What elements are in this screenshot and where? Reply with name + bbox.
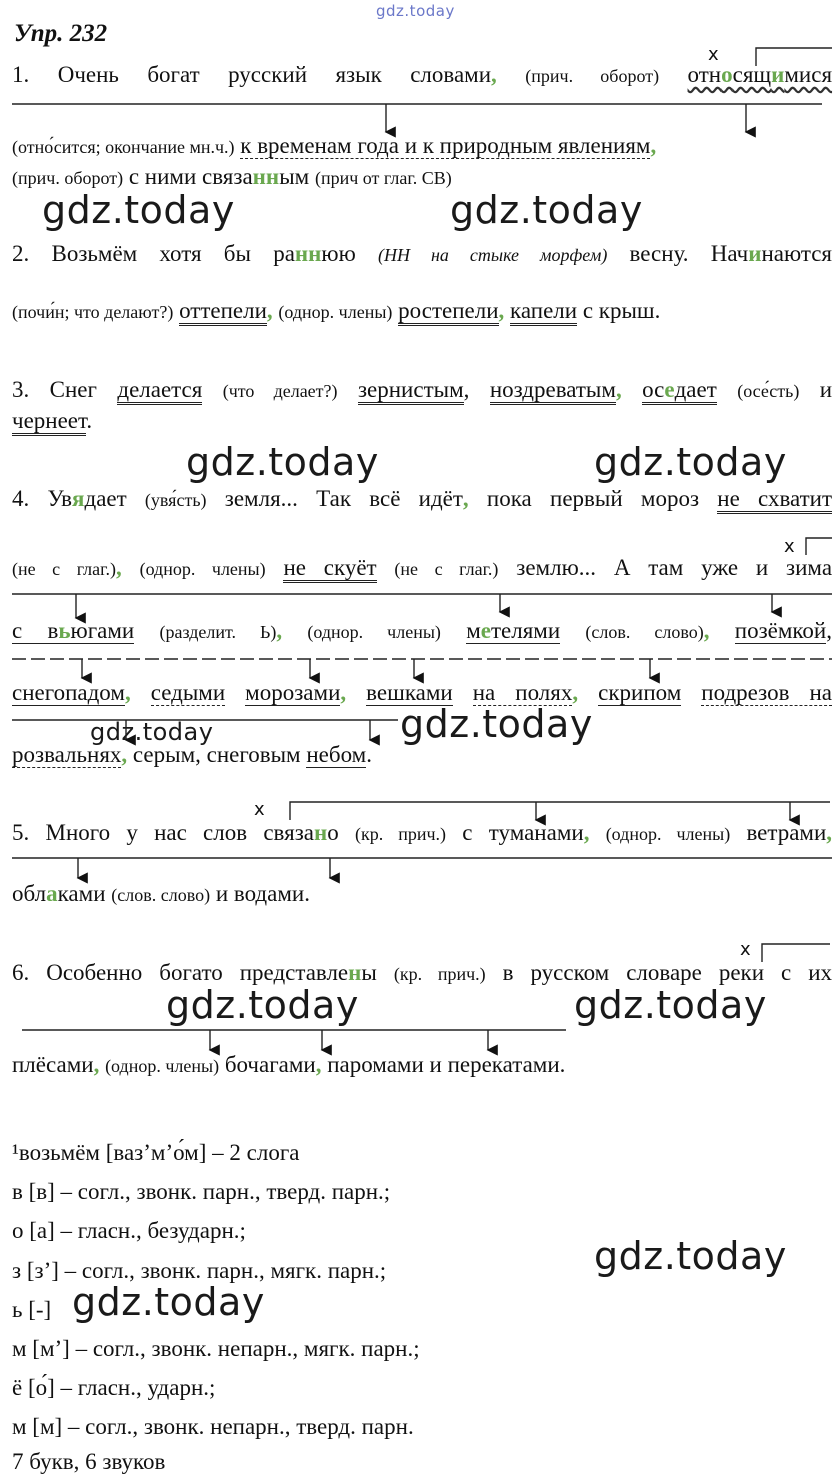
cross-mark: x [784, 536, 795, 557]
cross-mark: x [254, 799, 265, 820]
watermark: gdz.today [90, 718, 214, 746]
watermark: gdz.today [72, 1280, 265, 1324]
footnote-line: м [м’] – согл., звонк. непарн., мягк. парн.; [12, 1336, 420, 1361]
watermark: gdz.today [400, 702, 593, 746]
footnote-line: 7 букв, 6 звуков [12, 1449, 166, 1474]
watermark: gdz.today [594, 440, 787, 484]
cross-mark: x [740, 939, 751, 960]
footnote-line: ё [о́] – гласн., ударн.; [12, 1375, 216, 1400]
footnote-line: з [з’] – согл., звонк. парн., мягк. парн.; [12, 1258, 387, 1283]
cross-mark: x [708, 44, 719, 65]
s5-line2: облаками (слов. слово) и водами. [12, 881, 310, 906]
watermark: gdz.today [450, 188, 643, 232]
footnote-line: в [в] – согл., звонк. парн., тверд. парн.; [12, 1179, 391, 1204]
watermark-top: gdz.today [376, 2, 455, 20]
footnote-line: ь [-] [12, 1297, 52, 1322]
s5-line1: 5. Много у нас слов связано (кр. прич.) с туманами, (однор. члены) ветрами, [12, 820, 833, 845]
s4-line5: розвальнях, серым, снеговым небом. [12, 742, 372, 767]
footnote-line: о [а] – гласн., безударн.; [12, 1218, 246, 1243]
s2-line2: (почи́н; что делают?) оттепели, (однор. члены) ростепели, капели с крыш. [12, 296, 832, 327]
s4-line3: с вьюгами (разделит. Ь), (однор. члены) метелями (слов. слово), позёмкой, [12, 618, 832, 643]
footnote-line: ¹возьмём [ваз’м’о́м] – 2 слога [12, 1140, 300, 1165]
s1-line1: 1. Очень богат русский язык словами, (прич. оборот) относящимися [12, 62, 833, 87]
watermark: gdz.today [594, 1234, 787, 1278]
s4-line4: снегопадом, седыми морозами, вешками на полях, скрипом подрезов на [12, 680, 832, 705]
s3-line1: 3. Снег делается (что делает?) зернистым, ноздреватым, оседает (осе́сть) и [12, 375, 832, 406]
footnote-line: м [м] – согл., звонк. непарн., тверд. парн. [12, 1414, 414, 1439]
s4-line1: 4. Увядает (увя́сть) земля... Так всё идёт, пока первый мороз не схватит [12, 484, 832, 515]
watermark: gdz.today [166, 983, 359, 1027]
s6-line2: плёсами, (однор. члены) бочагами, паромами и перекатами. [12, 1052, 566, 1077]
s6-line1: 6. Особенно богато представлены (кр. прич.) в русском словаре реки с их [12, 960, 833, 985]
exercise-title: Упр. 232 [14, 20, 108, 47]
s4-line2: (не с глаг.), (однор. члены) не скуёт (не с глаг.) землю... А там уже и зима [12, 553, 832, 584]
s3-line2: чернеет. [12, 406, 832, 436]
watermark: gdz.today [574, 983, 767, 1027]
watermark: gdz.today [186, 440, 379, 484]
s1-line2: (отно́сится; окончание мн.ч.) к временам года и к природным явлениям, [12, 133, 657, 158]
s2-line1: 2. Возьмём хотя бы раннюю (НН на стыке морфем) весну. Начинаются [12, 241, 833, 266]
watermark: gdz.today [42, 188, 235, 232]
s1-line3: (прич. оборот) с ними связанным (прич от глаг. СВ) [12, 164, 452, 189]
